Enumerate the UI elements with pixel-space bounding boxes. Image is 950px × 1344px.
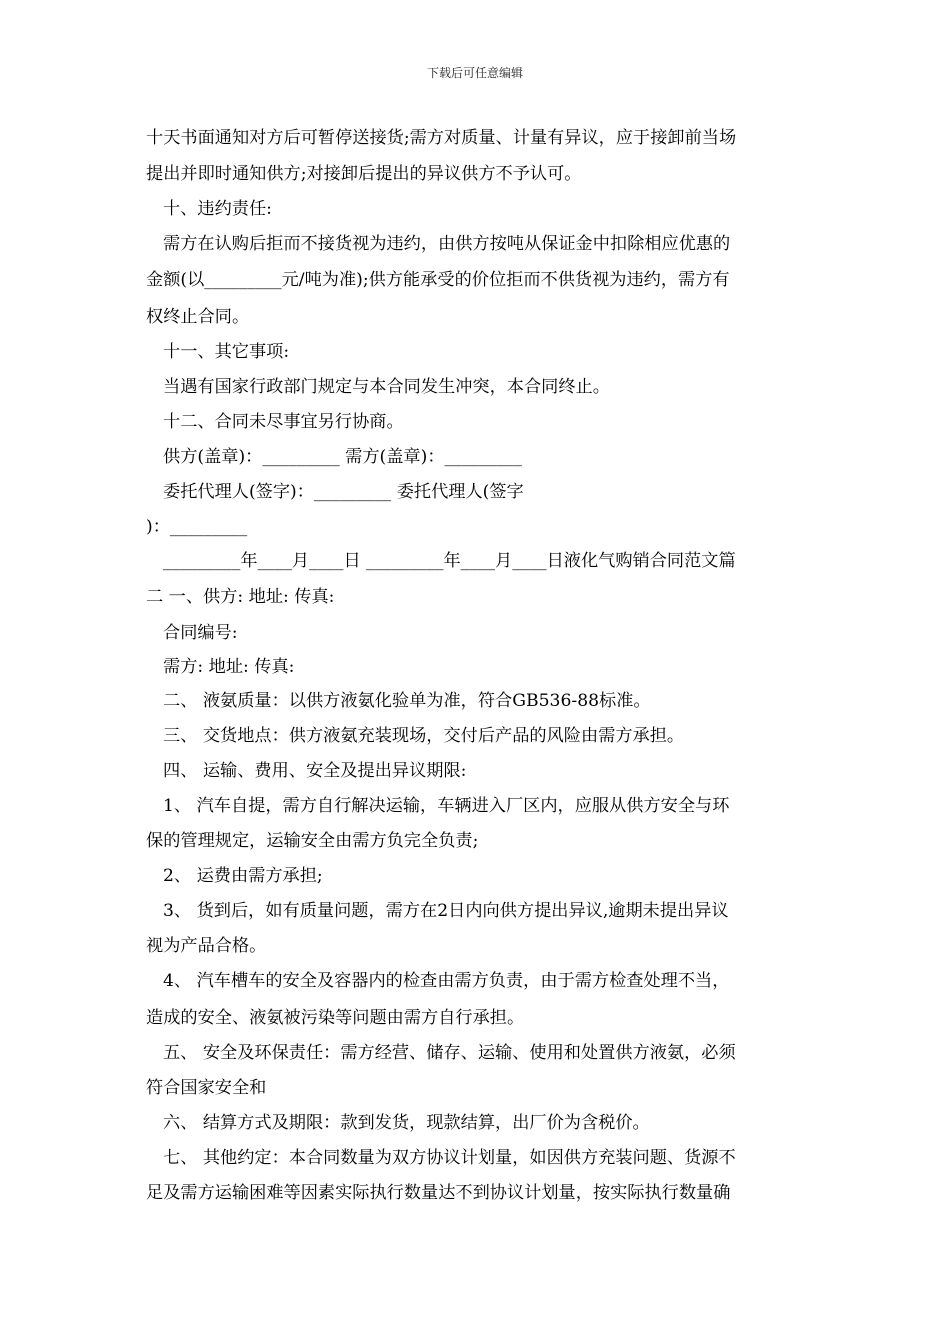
- text-line: 保的管理规定，运输安全由需方负完全负责;: [146, 831, 479, 851]
- text-line: 符合国家安全和: [146, 1078, 267, 1098]
- text-line: 造成的安全、液氨被污染等问题由需方自行承担。: [146, 1008, 525, 1028]
- clause-line: 1、 汽车自提，需方自行解决运输，车辆进入厂区内，应服从供方安全与环: [163, 796, 730, 816]
- clause-line: 六、 结算方式及期限：款到发货，现款结算，出厂价为含税价。: [163, 1113, 650, 1133]
- signature-line: )：_________: [146, 517, 248, 537]
- text-line: 金额(以_________元/吨为准);供方能承受的价位拒而不供货视为违约，需方有: [146, 270, 730, 290]
- text-line: 十天书面通知对方后可暂停送接货;需方对质量、计量有异议，应于接卸前当场: [146, 128, 737, 148]
- page-header: 下载后可任意编辑: [426, 66, 523, 80]
- text-line: 二 一、供方: 地址: 传真:: [146, 587, 335, 607]
- section-heading: 十一、其它事项:: [163, 342, 290, 362]
- text-line: 权终止合同。: [146, 307, 250, 327]
- clause-line: 三、 交货地点：供方液氨充装现场，交付后产品的风险由需方承担。: [163, 726, 685, 746]
- signature-line: 委托代理人(签字)：_________ 委托代理人(签字: [163, 482, 524, 502]
- clause-line: 3、 货到后，如有质量问题，需方在2日内向供方提出异议,逾期未提出异议: [163, 901, 729, 921]
- text-line: 需方在认购后拒而不接货视为违约，由供方按吨从保证金中扣除相应优惠的: [163, 234, 731, 254]
- text-line: 当遇有国家行政部门规定与本合同发生冲突，本合同终止。: [163, 377, 610, 397]
- clause-line: 4、 汽车槽车的安全及容器内的检查由需方负责，由于需方检查处理不当，: [163, 971, 730, 991]
- text-line: 提出并即时通知供方;对接卸后提出的异议供方不予认可。: [146, 164, 582, 184]
- text-line: 足及需方运输困难等因素实际执行数量达不到协议计划量，按实际执行数量确: [146, 1183, 731, 1203]
- text-line: 合同编号:: [163, 623, 238, 643]
- date-line: _________年____月____日 _________年____月____日液化气购销合同范文篇: [163, 551, 736, 571]
- text-line: 视为产品合格。: [146, 936, 267, 956]
- clause-line: 五、 安全及环保责任：需方经营、储存、运输、使用和处置供方液氨，必须: [163, 1043, 736, 1063]
- clause-line: 七、 其他约定：本合同数量为双方协议计划量，如因供方充装问题、货源不: [163, 1148, 736, 1168]
- clause-line: 二、 液氨质量：以供方液氨化验单为准，符合GB536-88标准。: [163, 691, 651, 711]
- signature-line: 供方(盖章)：_________ 需方(盖章)：_________: [163, 447, 522, 467]
- text-line: 需方: 地址: 传真:: [163, 657, 295, 677]
- clause-line: 2、 运费由需方承担;: [163, 866, 323, 886]
- section-heading: 十、违约责任:: [163, 199, 272, 219]
- section-heading: 十二、合同未尽事宜另行协商。: [163, 412, 404, 432]
- clause-line: 四、 运输、费用、安全及提出异议期限:: [163, 761, 467, 781]
